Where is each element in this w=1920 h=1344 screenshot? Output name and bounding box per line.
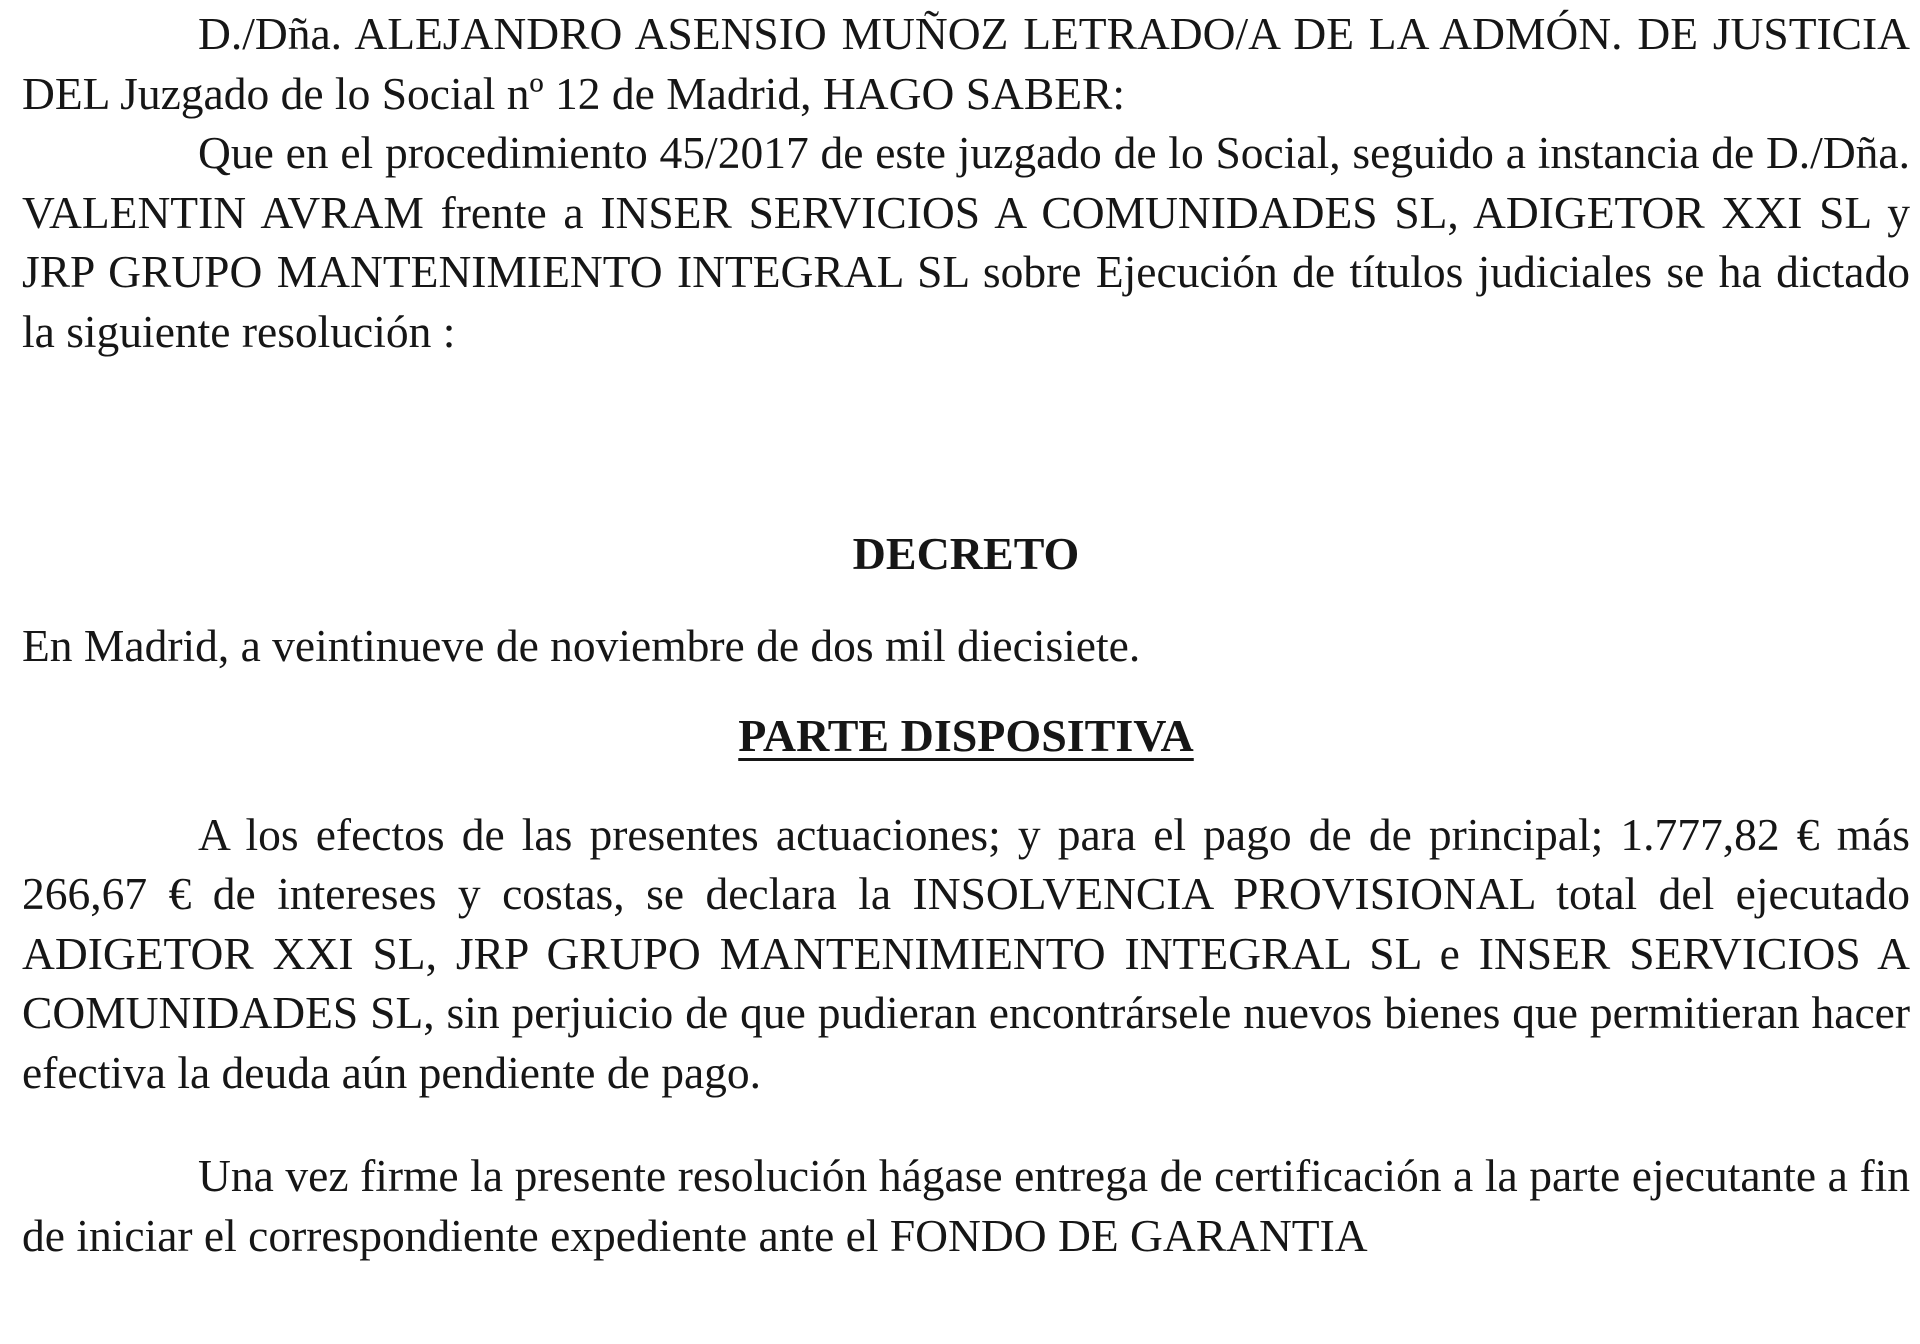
- decree-heading: DECRETO: [852, 528, 1080, 579]
- dispositive-heading: [22, 706, 1910, 766]
- place-date-line: En Madrid, a veintinueve de noviembre de dos mil diecisiete.: [22, 619, 1141, 671]
- certification-paragraph: Una vez firme la presente resolución hágase entrega de certificación a la parte ejecutante a fin de iniciar el correspondiente expediente ante el FONDO DE GARANTIA: [22, 1150, 1910, 1261]
- procedure-paragraph: Que en el procedimiento 45/2017 de este juzgado de lo Social, seguido a instancia de D./Dña. VALENTIN AVRAM frente a INSER SERVICIOS A COMUNIDADES SL, ADIGETOR XXI SL y JRP GRUPO MANTENIMIENTO INTEGRAL SL sobre Ejecución de títulos judiciales se ha dictado la siguiente resolución :: [22, 127, 1910, 357]
- dispositive-heading-text: PARTE DISPOSITIVA: [738, 710, 1194, 761]
- document-page: [22, 4, 1910, 1265]
- insolvency-paragraph: A los efectos de las presentes actuaciones; y para el pago de de principal; 1.777,82 € más 266,67 € de intereses y costas, se declara la INSOLVENCIA PROVISIONAL total del ejecutado ADIGETOR XXI SL, JRP GRUPO MANTENIMIENTO INTEGRAL SL e INSER SERVICIOS A COMUNIDADES SL, sin perjuicio de que pudieran encontrársele nuevos bienes que permitieran hacer efectiva la deuda aún pendiente de pago.: [22, 808, 1910, 1098]
- intro-paragraph: D./Dña. ALEJANDRO ASENSIO MUÑOZ LETRADO/A DE LA ADMÓN. DE JUSTICIA DEL Juzgado de lo Social nº 12 de Madrid, HAGO SABER:: [22, 8, 1910, 119]
